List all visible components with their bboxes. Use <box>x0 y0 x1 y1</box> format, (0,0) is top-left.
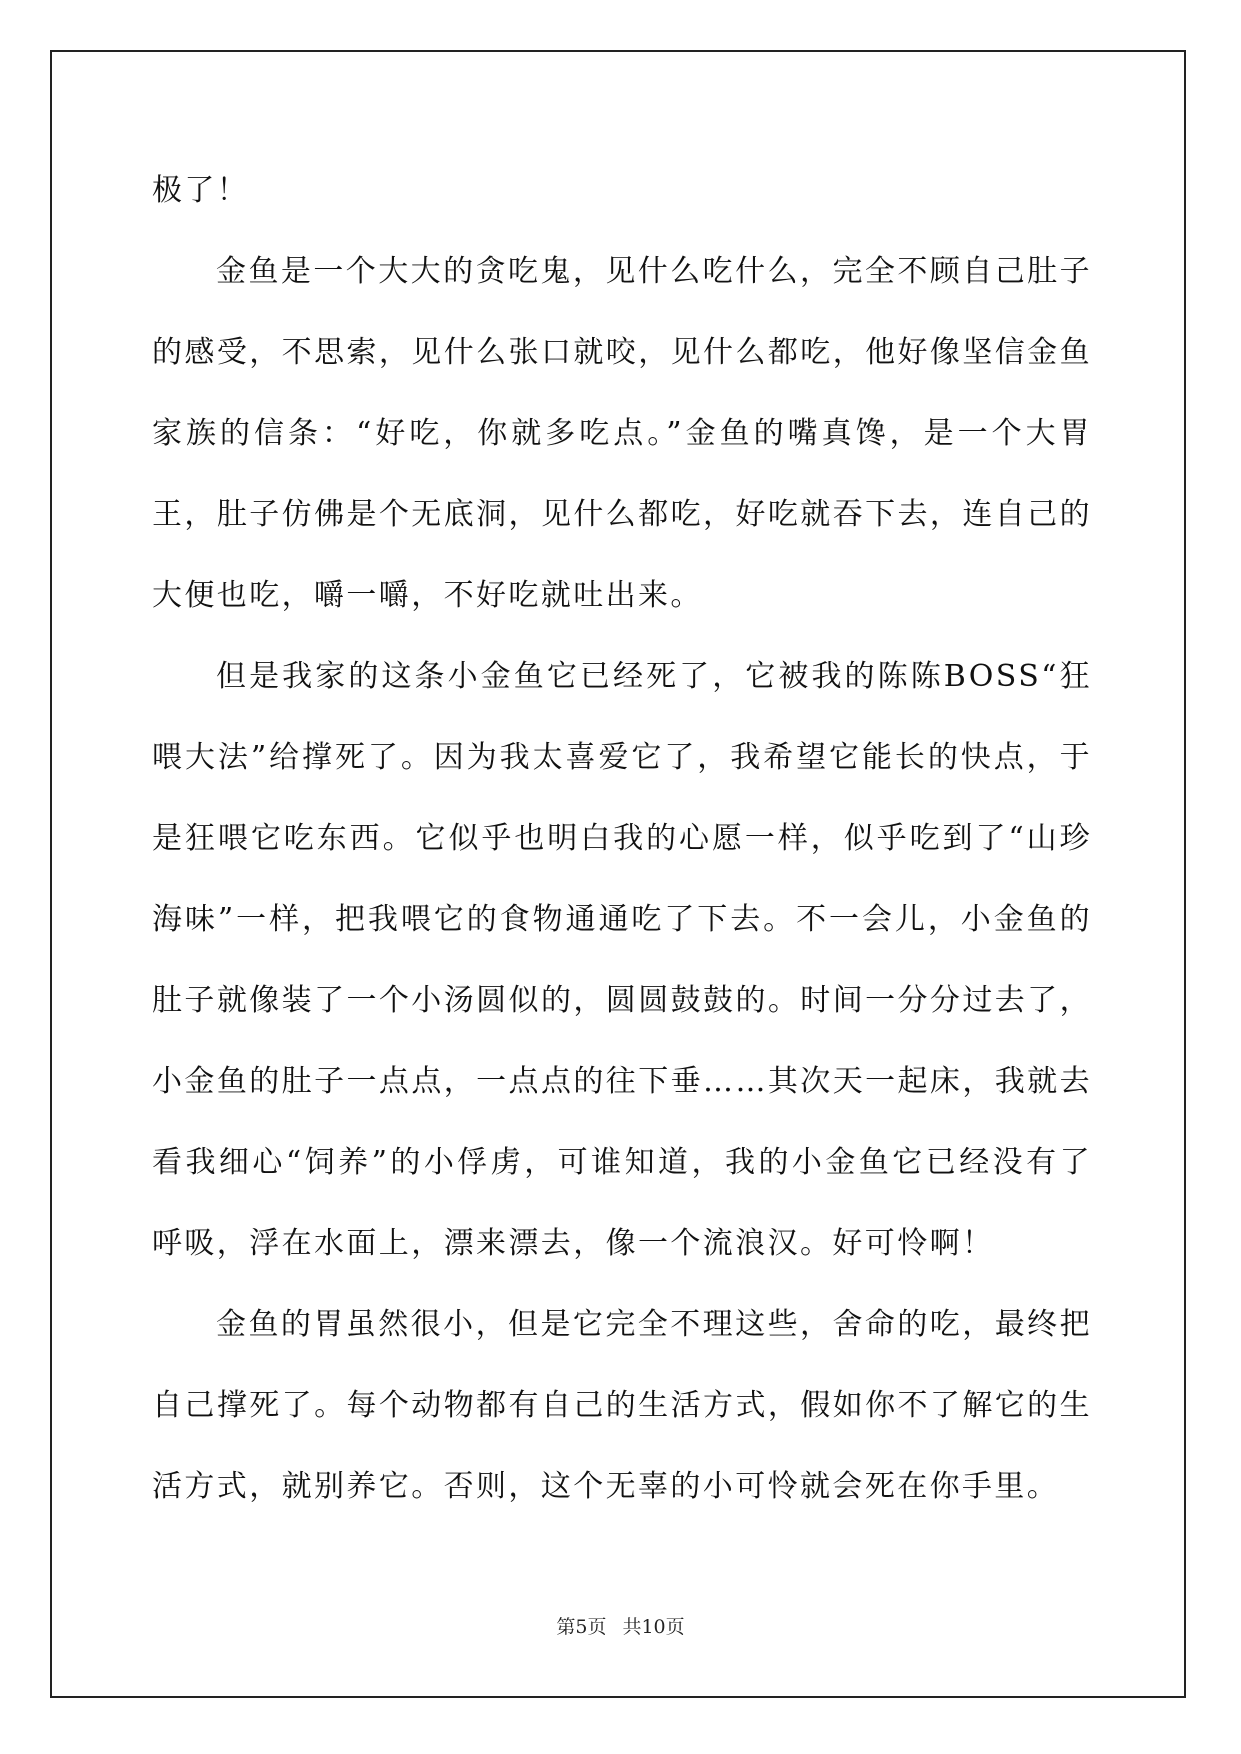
document-body <box>152 150 1092 1527</box>
paragraph-4: 金鱼的胃虽然很小，但是它完全不理这些，舍命的吃，最终把自己撑死了。每个动物都有自己的生活方式，假如你不了解它的生活方式，就别养它。否则，这个无辜的小可怜就会死在你手里。 <box>152 1307 1092 1504</box>
paragraph-1: 极了！ <box>152 173 250 208</box>
page-total: 共10页 <box>622 1616 685 1638</box>
paragraph-3: 但是我家的这条小金鱼它已经死了，它被我的陈陈BOSS“狂喂大法”给撑死了。因为我太喜爱它了，我希望它能长的快点，于是狂喂它吃东西。它似乎也明白我的心愿一样，似乎吃到了“山珍海味”一样，把我喂它的食物通通吃了下去。不一会儿，小金鱼的肚子就像装了一个小汤圆似的，圆圆鼓鼓的。时间一分分过去了，小金鱼的肚子一点点，一点点的往下垂……其次天一起床，我就去看我细心“饲养”的小俘虏，可谁知道，我的小金鱼它已经没有了呼吸，浮在水面上，漂来漂去，像一个流浪汉。好可怜啊！ <box>152 659 1092 1261</box>
paragraph-2: 金鱼是一个大大的贪吃鬼，见什么吃什么，完全不顾自己肚子的感受，不思索，见什么张口就咬，见什么都吃，他好像坚信金鱼家族的信条：“好吃，你就多吃点。”金鱼的嘴真馋，是一个大胃王，肚子仿佛是个无底洞，见什么都吃，好吃就吞下去，连自己的大便也吃，嚼一嚼，不好吃就吐出来。 <box>152 254 1092 613</box>
page-number: 第5页 <box>556 1616 607 1638</box>
page-footer <box>0 1615 1241 1639</box>
